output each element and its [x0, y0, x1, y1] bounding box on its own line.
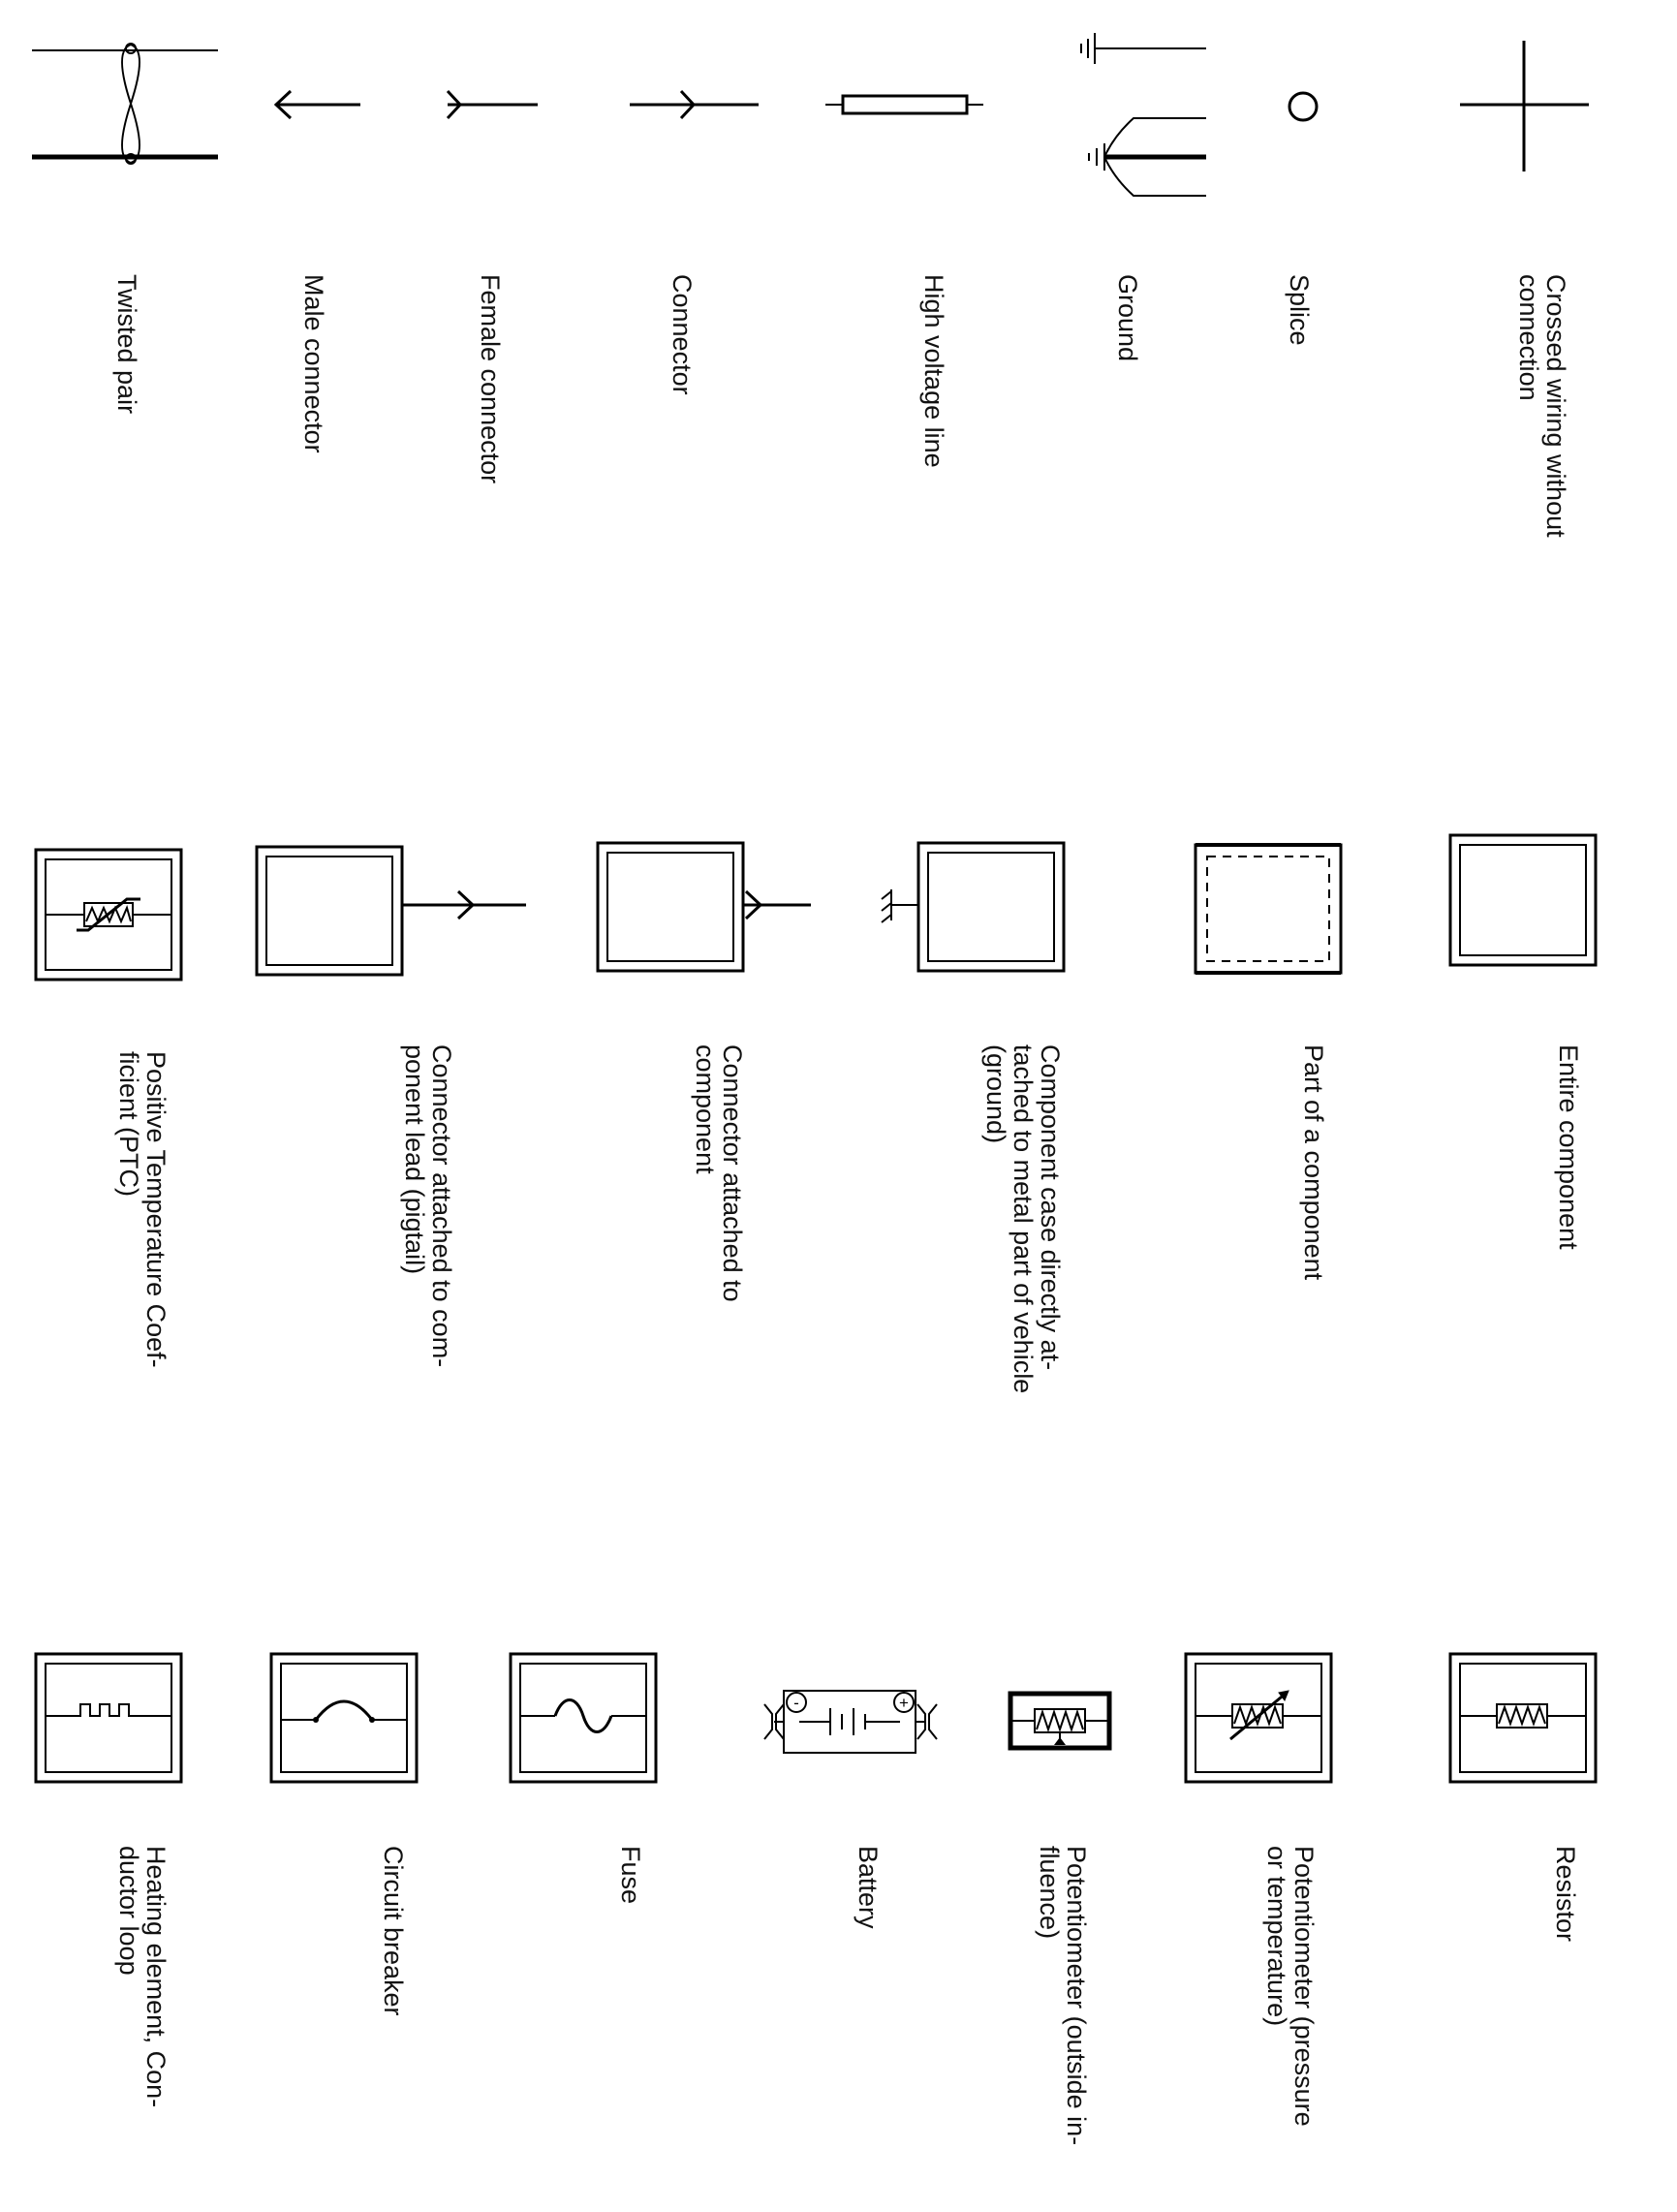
- label-connector: [668, 274, 696, 395]
- crossed-wiring-symbol: [1458, 39, 1594, 174]
- label-line: Entire component: [1554, 1044, 1583, 1250]
- label-fuse: [617, 1846, 644, 1904]
- entire-component-symbol: [1448, 833, 1599, 969]
- connector-component-symbol: [596, 841, 814, 977]
- battery-symbol: [761, 1681, 940, 1763]
- label-battery: [854, 1846, 882, 1929]
- connector-lead-symbol: [255, 845, 531, 981]
- label-line: Positive Temperature Coef-: [141, 1051, 171, 1368]
- label-heating-element: [115, 1846, 170, 2107]
- label-line: fluence): [1035, 1846, 1064, 1940]
- high-voltage-line-symbol: [823, 85, 988, 124]
- label-line: Potentiometer (outside in-: [1062, 1846, 1091, 2146]
- heating-element-symbol: [34, 1652, 184, 1788]
- label-line: Connector attached to com-: [427, 1044, 456, 1368]
- fuse-symbol: [509, 1652, 659, 1788]
- male-connector-symbol: [266, 85, 363, 124]
- label-line: ficient (PTC): [114, 1051, 143, 1198]
- twisted-pair-symbol: [24, 39, 223, 174]
- label-line: Connector attached to: [718, 1044, 747, 1302]
- label-ptc: [115, 1051, 170, 1368]
- label-line: Fuse: [616, 1846, 645, 1905]
- resistor-symbol: [1448, 1652, 1599, 1788]
- battery-positive-sign: +: [899, 1694, 909, 1712]
- label-line: Part of a component: [1299, 1044, 1328, 1281]
- label-resistor: [1552, 1846, 1579, 1942]
- label-line: Battery: [854, 1846, 883, 1929]
- label-twisted-pair: [113, 274, 140, 414]
- connector-symbol: [628, 85, 763, 124]
- label-line: Twisted pair: [112, 274, 141, 415]
- label-high-voltage-line: [920, 274, 947, 468]
- label-connector-lead: [401, 1044, 455, 1367]
- label-line: Connector: [668, 274, 697, 395]
- label-line: Circuit breaker: [379, 1846, 408, 2016]
- label-line: Component case directly at-: [1036, 1044, 1065, 1371]
- potentiometer-outside-symbol: [1008, 1691, 1114, 1754]
- battery-negative-sign: -: [793, 1694, 799, 1712]
- label-male-connector: [300, 274, 327, 453]
- label-part-component: [1300, 1044, 1327, 1280]
- label-line: Heating element, Con-: [141, 1846, 171, 2108]
- label-line: High voltage line: [919, 274, 948, 468]
- label-line: or temperature): [1262, 1846, 1291, 2027]
- female-connector-symbol: [436, 85, 543, 124]
- label-line: component: [691, 1044, 720, 1174]
- ptc-symbol: [34, 848, 184, 983]
- label-line: Potentiometer (pressure: [1289, 1846, 1319, 2127]
- splice-symbol: [1284, 87, 1322, 126]
- ground-symbol: [1075, 29, 1211, 203]
- label-female-connector: [477, 274, 504, 483]
- label-line: Resistor: [1551, 1846, 1580, 1943]
- label-line: Female connector: [476, 274, 505, 484]
- label-entire-component: [1555, 1044, 1582, 1250]
- label-connector-component: [692, 1044, 746, 1302]
- part-component-symbol: [1194, 843, 1344, 979]
- label-line: Splice: [1285, 274, 1314, 346]
- label-line: tached to metal part of vehicle: [1009, 1044, 1038, 1394]
- label-ground: [1114, 274, 1141, 361]
- label-splice: [1286, 274, 1313, 346]
- label-potentiometer-outside: [1036, 1846, 1090, 2145]
- label-line: (ground): [981, 1044, 1010, 1144]
- label-line: Ground: [1113, 274, 1142, 362]
- label-line: ductor loop: [114, 1846, 143, 1976]
- circuit-breaker-symbol: [269, 1652, 419, 1788]
- label-circuit-breaker: [380, 1846, 407, 2016]
- label-crossed-wiring: [1515, 274, 1569, 538]
- label-potentiometer-pressure: [1263, 1846, 1318, 2127]
- case-ground-symbol: [872, 841, 1066, 977]
- label-line: ponent lead (pigtail): [400, 1044, 429, 1275]
- label-line: Crossed wiring without: [1541, 274, 1570, 538]
- potentiometer-pressure-symbol: [1184, 1652, 1334, 1788]
- label-case-ground: [982, 1044, 1064, 1393]
- label-line: connection: [1514, 274, 1543, 401]
- label-line: Male connector: [299, 274, 328, 453]
